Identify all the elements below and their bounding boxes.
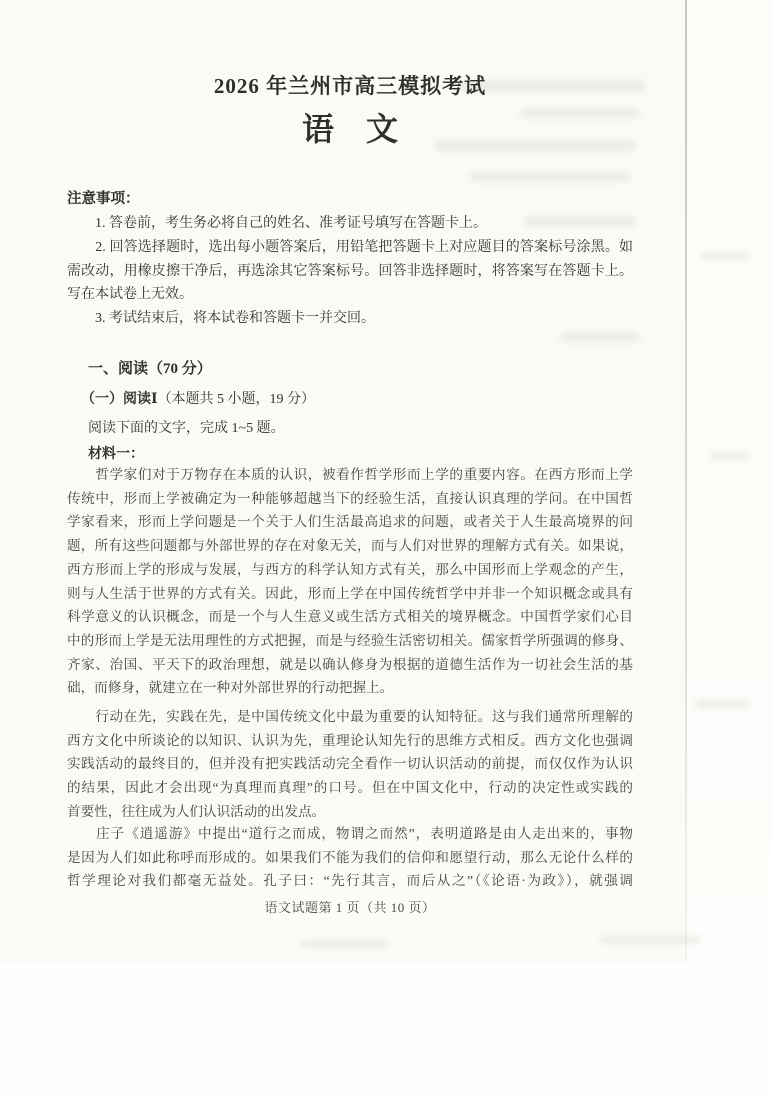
scan-bleed-artifact (700, 252, 750, 260)
section-heading-reading: 一、阅读（70 分） (88, 361, 212, 377)
material-one-label: 材料一： (88, 447, 144, 462)
subject-title: 语 文 (301, 111, 398, 147)
text-line: 是因为人们如此称呼而形成的。如果我们不能为我们的信仰和愿望行动，那么无论什么样的 (67, 849, 633, 865)
notice-heading: 注意事项： (67, 191, 140, 207)
scan-bleed-artifact (695, 700, 750, 708)
scan-bleed-artifact (710, 452, 750, 460)
notice-body (67, 212, 633, 331)
scan-bleed-artifact (600, 935, 700, 944)
text-line: 齐家、治国、平天下的政治理想，就是以确认修身为根据的道德生活作为一切社会生活的基 (67, 656, 633, 672)
scan-bleed-artifact (560, 332, 640, 342)
text-line: 3. 考试结束后，将本试卷和答题卡一并交回。 (67, 311, 375, 327)
text-line: 题，所有这些问题都与外部世界的存在对象无关，而与人们对世界的理解方式有关。如果说， (67, 538, 633, 554)
text-line: 首要性，往往成为人们认识活动的出发点。 (67, 803, 326, 819)
text-line: 的结果，因此才会出现“为真理而真理”的口号。但在中国文化中，行动的决定性或实践的 (67, 780, 633, 796)
text-line: 则与人生活于世界的方式有关。因此，形而上学在中国传统哲学中并非一个知识概念或具有 (67, 585, 633, 601)
scan-right-margin (687, 0, 771, 963)
text-line: 实践活动的最终目的，但并没有把实践活动完全看作一切认识活动的前提，而仅仅作为认识 (67, 756, 633, 772)
text-line: 西方形而上学的形成与发展，与西方的科学认知方式有关，那么中国形而上学观念的产生， (67, 561, 633, 577)
reading-instruction: 阅读下面的文字，完成 1~5 题。 (88, 421, 285, 436)
text-line: 中的形而上学是无法用理性的方式把握，而是与经验生活密切相关。儒家哲学所强调的修身、 (67, 632, 633, 648)
text-line: 2. 回答选择题时，选出每小题答案后，用铅笔把答题卡上对应题目的答案标号涂黑。如 (67, 239, 633, 255)
text-line: 础，而修身，就建立在一种对外部世界的行动把握上。 (67, 680, 394, 696)
text-line: 1. 答卷前，考生务必将自己的姓名、准考证号填写在答题卡上。 (67, 216, 487, 231)
text-line: 需改动，用橡皮擦干净后，再选涂其它答案标号。回答非选择题时，将答案写在答题卡上。 (67, 263, 633, 279)
part-heading-reading-1 (81, 388, 315, 408)
material-paragraph (67, 822, 633, 893)
part-heading-detail: （本题共 5 小题，19 分） (157, 392, 316, 407)
scan-bleed-artifact (470, 172, 630, 182)
text-line: 庄子《逍遥游》中提出“道行之而成，物谓之而然”，表明道路是由人走出来的，事物 (67, 826, 633, 841)
exam-title: 2026 年兰州市高三模拟考试 (213, 74, 487, 98)
page-footer: 语文试题第 1 页（共 10 页） (264, 900, 436, 915)
text-line: 西方文化中所谈论的以知识、认识为先，重理论认知先行的思维方式相反。西方文化也强调 (67, 732, 633, 748)
material-paragraph (67, 705, 633, 824)
scan-bottom-edge (0, 963, 771, 1100)
scan-bleed-artifact (300, 940, 390, 948)
text-line: 传统中，形而上学被确定为一种能够超越当下的经验生活，直接认识真理的学问。在中国哲 (67, 490, 633, 506)
text-line: 科学意义的认识概念，而是一个与人生意义或生活方式相关的境界概念。中国哲学家们心目 (67, 609, 633, 625)
text-line: 哲学理论对我们都毫无益处。孔子曰：“先行其言，而后从之”（《论语·为政》），就强调 (67, 873, 633, 889)
text-line: 写在本试卷上无效。 (67, 287, 193, 303)
text-line: 哲学家们对于万物存在本质的认识，被看作哲学形而上学的重要内容。在西方形而上学 (67, 467, 633, 482)
part-heading-label: （一）阅读Ⅰ (81, 392, 158, 407)
text-line: 行动在先，实践在先，是中国传统文化中最为重要的认知特征。这与我们通常所理解的 (67, 709, 633, 724)
scan-fold-line (685, 0, 687, 963)
text-line: 学家看来，形而上学问题是一个关于人们生活最高追求的问题，或者关于人生最高境界的问 (67, 514, 633, 530)
material-paragraph (67, 463, 633, 700)
